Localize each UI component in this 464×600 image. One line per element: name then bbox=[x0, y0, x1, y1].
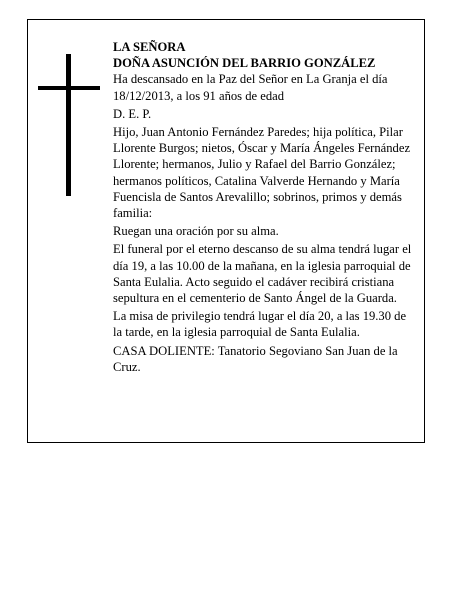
cross-icon bbox=[38, 54, 100, 196]
notice-heading: LA SEÑORA bbox=[113, 40, 186, 54]
family-list: Hijo, Juan Antonio Fernández Paredes; hija política, Pilar Llorente Burgos; nietos, Óscar y María Ángeles Fernández Llorente; hermanos, Julio y Rafael del Barrio González; hermanos políticos, Catalina Valverde Hernando y María Fuencisla de Santos Arevalillo; sobrinos, primos y demás familia: bbox=[113, 125, 411, 221]
dep-line: D. E. P. bbox=[113, 106, 152, 121]
prayer-request: Ruegan una oración por su alma. bbox=[113, 224, 279, 239]
passing-statement: Ha descansado en la Paz del Señor en La Granja el día 18/12/2013, a los 91 años de edad bbox=[113, 72, 388, 103]
funeral-details: El funeral por el eterno descanso de su alma tendrá lugar el día 19, a las 10.00 de la mañana, en la iglesia parroquial de Santa Eulalia. Acto seguido el cadáver recibirá cristiana sepultura en el cementerio de Santo Ángel de la Guarda. bbox=[113, 242, 412, 306]
mass-details: La misa de privilegio tendrá lugar el día 20, a las 19.30 de la tarde, en la iglesia parroquial de Santa Eulalia. bbox=[113, 309, 407, 340]
obituary-text bbox=[113, 39, 415, 375]
deceased-name: DOÑA ASUNCIÓN DEL BARRIO GONZÁLEZ bbox=[113, 56, 376, 71]
mourning-house: CASA DOLIENTE: Tanatorio Segoviano San Juan de la Cruz. bbox=[113, 343, 398, 374]
